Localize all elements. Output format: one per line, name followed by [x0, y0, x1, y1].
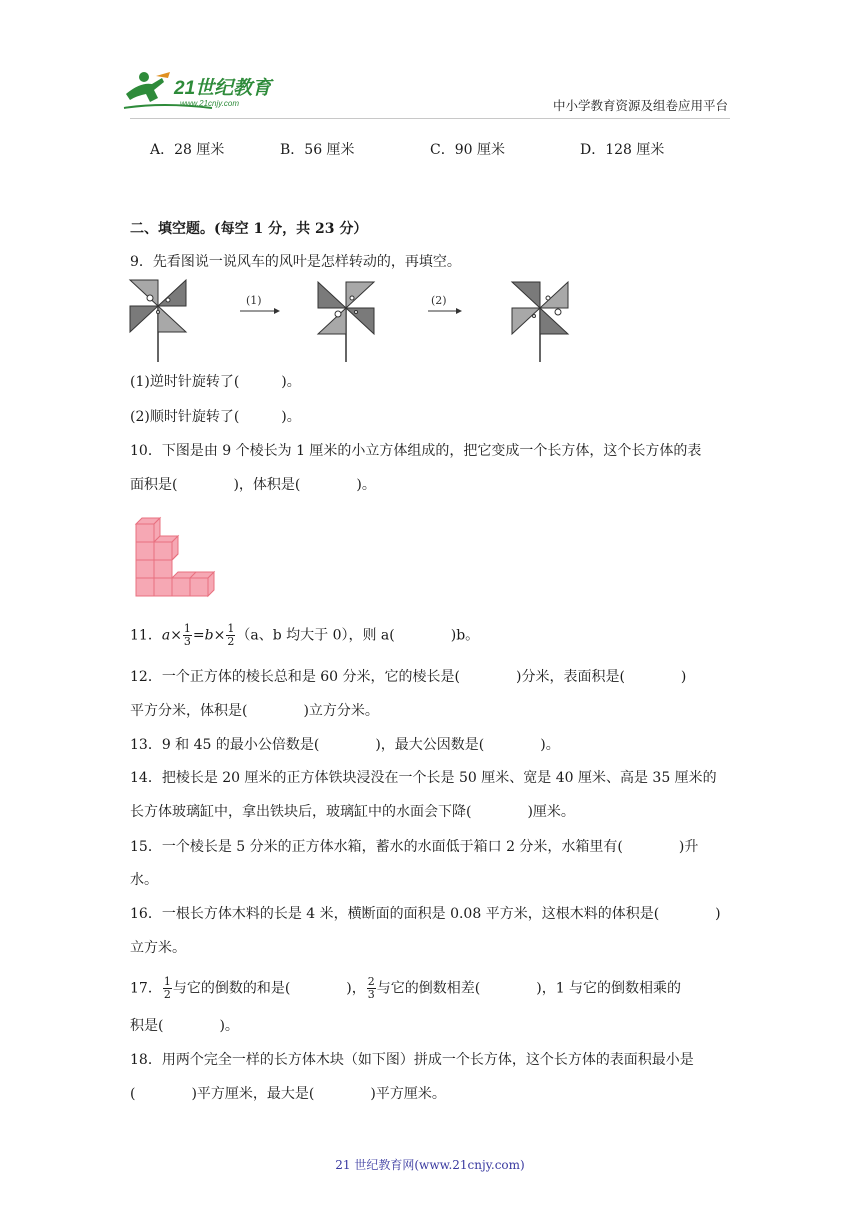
- var-a: a: [161, 627, 171, 644]
- question-17-part-1: 与它的倒数的和是( )，: [172, 980, 366, 997]
- question-10-line-2: 面积是( )，体积是( )。: [130, 477, 376, 493]
- question-12-line-2: 平方分米，体积是( )立方分米。: [130, 703, 379, 719]
- var-b: b: [204, 627, 214, 644]
- question-15-line-2: 水。: [130, 872, 158, 888]
- fraction-one-half: $\frac{1}{2}$: [227, 622, 235, 648]
- fraction-one-third: $\frac{1}{3}$: [183, 622, 191, 648]
- pinwheel-1: [130, 280, 186, 362]
- arrow-2: [428, 294, 462, 314]
- logo-url: www.21cnjy.com: [180, 99, 239, 108]
- arrow-2-label: (2): [431, 294, 447, 307]
- option-c: C．90 厘米: [430, 142, 505, 158]
- platform-name: 中小学教育资源及组卷应用平台: [552, 98, 728, 113]
- logo-text: 21世纪教育: [174, 78, 272, 99]
- question-13: 13．9 和 45 的最小公倍数是( )，最大公因数是( )。: [130, 737, 560, 753]
- question-17-number: 17．: [130, 980, 162, 997]
- question-10-line-1: 10．下图是由 9 个棱长为 1 厘米的小立方体组成的，把它变成一个长方体，这个长方体的表: [130, 443, 702, 459]
- question-9: 9．先看图说一说风车的风叶是怎样转动的，再填空。: [130, 254, 461, 270]
- pinwheel-figure: [128, 278, 578, 368]
- page-footer: 21 世纪教育网(www.21cnjy.com): [335, 1158, 525, 1172]
- cube-stack-figure: [132, 512, 224, 598]
- site-logo: [122, 68, 292, 114]
- times-sign-1: ×: [170, 627, 182, 644]
- question-9-part-2: (2)顺时针旋转了( )。: [130, 409, 301, 425]
- fraction-one-half-q17: $\frac{1}{2}$: [163, 975, 171, 1001]
- question-11: [130, 623, 479, 648]
- question-11-rest: （a、b 均大于 0），则 a( )b。: [236, 627, 480, 644]
- question-11-number: 11．: [130, 627, 162, 644]
- option-b: B．56 厘米: [280, 142, 355, 158]
- question-12-line-1: 12．一个正方体的棱长总和是 60 分米，它的棱长是( )分米，表面积是( ): [130, 669, 687, 685]
- pinwheel-2: [318, 282, 374, 362]
- question-14-line-1: 14．把棱长是 20 厘米的正方体铁块浸没在一个长是 50 厘米、宽是 40 厘米、高是 35 厘米的: [130, 770, 717, 786]
- arrow-1-label: (1): [246, 294, 262, 307]
- equals-sign: =: [192, 627, 205, 644]
- question-17-line-1: [130, 976, 681, 1001]
- times-sign-2: ×: [213, 627, 226, 644]
- question-18-line-1: 18．用两个完全一样的长方体木块（如下图）拼成一个长方体，这个长方体的表面积最小是: [130, 1052, 694, 1068]
- question-16-line-1: 16．一根长方体木料的长是 4 米，横断面的面积是 0.08 平方米，这根木料的体积是( ): [130, 906, 721, 922]
- question-17-line-2: 积是( )。: [130, 1018, 239, 1034]
- option-a: A．28 厘米: [150, 142, 225, 158]
- question-15-line-1: 15．一个棱长是 5 分米的正方体水箱，蓄水的水面低于箱口 2 分米，水箱里有( )升: [130, 839, 699, 855]
- question-9-part-1: (1)逆时针旋转了( )。: [130, 374, 301, 390]
- fraction-two-thirds: $\frac{2}{3}$: [367, 975, 375, 1001]
- pinwheel-3: [512, 282, 568, 362]
- question-14-line-2: 长方体玻璃缸中，拿出铁块后，玻璃缸中的水面会下降( )厘米。: [130, 804, 575, 820]
- header-divider: [130, 118, 730, 119]
- question-17-part-2: 与它的倒数相差( )，1 与它的倒数相乘的: [376, 980, 682, 997]
- option-d: D．128 厘米: [580, 142, 665, 158]
- question-18-line-2: ( )平方厘米，最大是( )平方厘米。: [130, 1086, 446, 1102]
- question-16-line-2: 立方米。: [130, 940, 186, 956]
- section-title: 二、填空题。(每空 1 分，共 23 分）: [130, 221, 368, 237]
- arrow-1: [240, 294, 280, 314]
